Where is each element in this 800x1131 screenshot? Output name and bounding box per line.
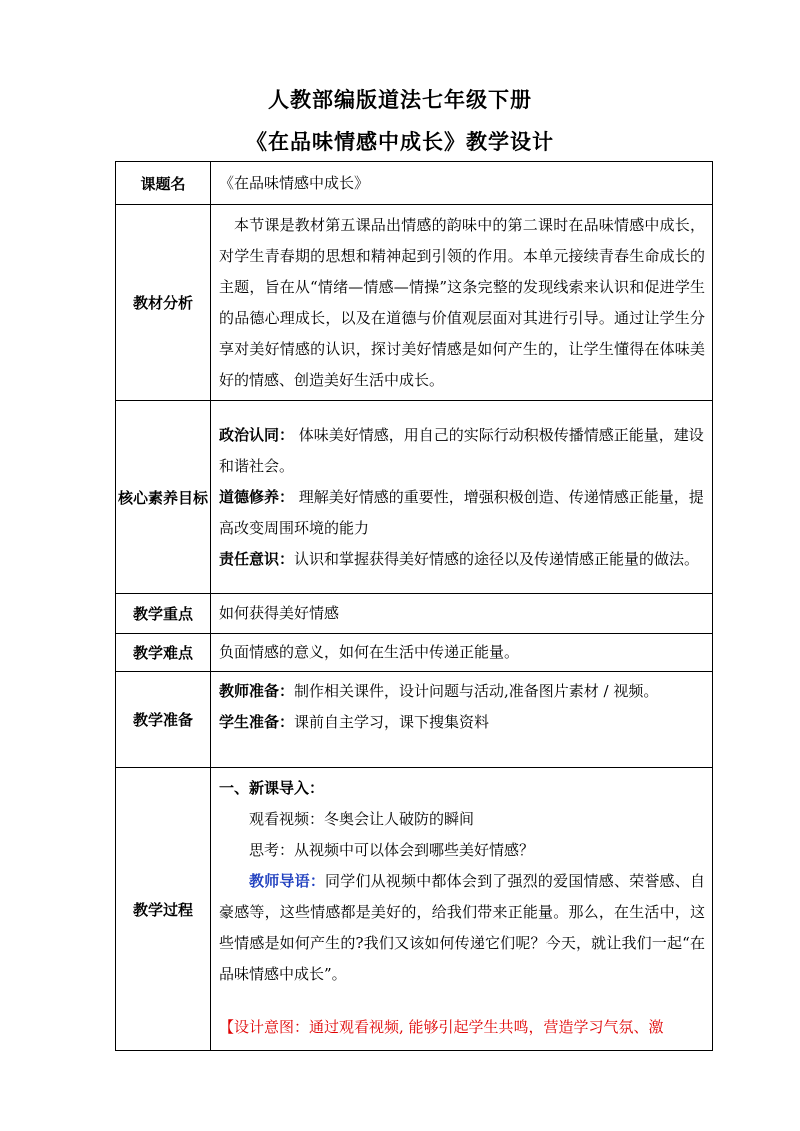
row-difficulty (116, 634, 713, 672)
row-preparation (116, 672, 713, 768)
label-difficulty: 教学难点 (116, 634, 211, 672)
value-preparation (211, 672, 713, 768)
goal-item (219, 482, 705, 544)
goal-lead: 责任意识： (219, 549, 295, 568)
doc-title-line2: 《在品味情感中成长》教学设计 (246, 130, 554, 154)
design-intent: 【设计意图：通过观看视频, 能够引起学生共鸣，营造学习气氛、激 (219, 1018, 664, 1036)
analysis-paragraph: 本节课是教材第五课品出情感的韵味中的第二课时在品味情感中成长，对学生青春期的思想和精神起到引领的作用。本单元接续青春生命成长的主题，旨在从“情绪—情感—情操”这条完整的发现线索来认识和促进学生的品德心理成长，以及在道德与价值观层面对其进行引导。通过让学生分享对美好情感的认识，探讨美好情感是如何产生的，让学生懂得在体味美好的情感、创造美好生活中成长。 (219, 215, 705, 389)
value-difficulty: 负面情感的意义，如何在生活中传递正能量。 (211, 634, 713, 672)
process-line-think: 思考：从视频中可以体会到哪些美好情感？ (249, 841, 535, 859)
label-key-point: 教学重点 (116, 594, 211, 634)
label-analysis: 教材分析 (116, 205, 211, 401)
goal-item (219, 544, 705, 575)
student-prep-text: 课前自主学习，课下搜集资料 (294, 713, 490, 731)
label-topic: 课题名 (116, 162, 211, 205)
teacher-prep (219, 676, 705, 707)
process-line-video: 观看视频：冬奥会让人破防的瞬间 (249, 810, 475, 828)
goal-text: 理解美好情感的重要性，增强积极创造、传递情感正能量，提高改变周围环境的能力 (219, 487, 704, 537)
label-process: 教学过程 (116, 768, 211, 1051)
goal-text: 认识和掌握获得美好情感的途径以及传递情感正能量的做法。 (294, 549, 700, 568)
guide-text: 同学们从视频中都体会到了强烈的爱国情感、荣誉感、自豪感等，这些情感都是美好的，给我们带来正能量。那么，在生活中，这些情感是如何产生的?我们又该如何传递它们呢？今天，就让我们一起“在品味情感中成长”。 (219, 872, 705, 983)
teacher-prep-text: 制作相关课件，设计问题与活动,准备图片素材 / 视频。 (294, 682, 659, 700)
value-process (211, 768, 713, 1051)
process-section-head: 一、新课导入： (219, 779, 325, 797)
value-key-point: 如何获得美好情感 (211, 594, 713, 634)
process-guide (219, 866, 705, 990)
row-goals (116, 401, 713, 594)
value-goals (211, 401, 713, 594)
doc-title-line1: 人教部编版道法七年级下册 (268, 88, 532, 112)
teacher-prep-lead: 教师准备： (219, 682, 295, 700)
goal-item (219, 420, 705, 482)
row-analysis (116, 205, 713, 401)
student-prep-lead: 学生准备： (219, 713, 295, 731)
value-topic: 《在品味情感中成长》 (211, 162, 713, 205)
lesson-plan-table (115, 161, 713, 1051)
label-preparation: 教学准备 (116, 672, 211, 768)
student-prep (219, 707, 705, 738)
row-topic (116, 162, 713, 205)
goal-lead: 道德修养： (219, 487, 295, 506)
guide-lead: 教师导语： (249, 872, 326, 890)
spacer (219, 990, 705, 1012)
row-process (116, 768, 713, 1051)
value-analysis (211, 205, 713, 401)
goal-lead: 政治认同： (219, 425, 295, 444)
row-key-point (116, 594, 713, 634)
goal-text: 体味美好情感，用自己的实际行动积极传播情感正能量，建设和谐社会。 (219, 425, 704, 475)
label-goals: 核心素养目标 (116, 401, 211, 594)
